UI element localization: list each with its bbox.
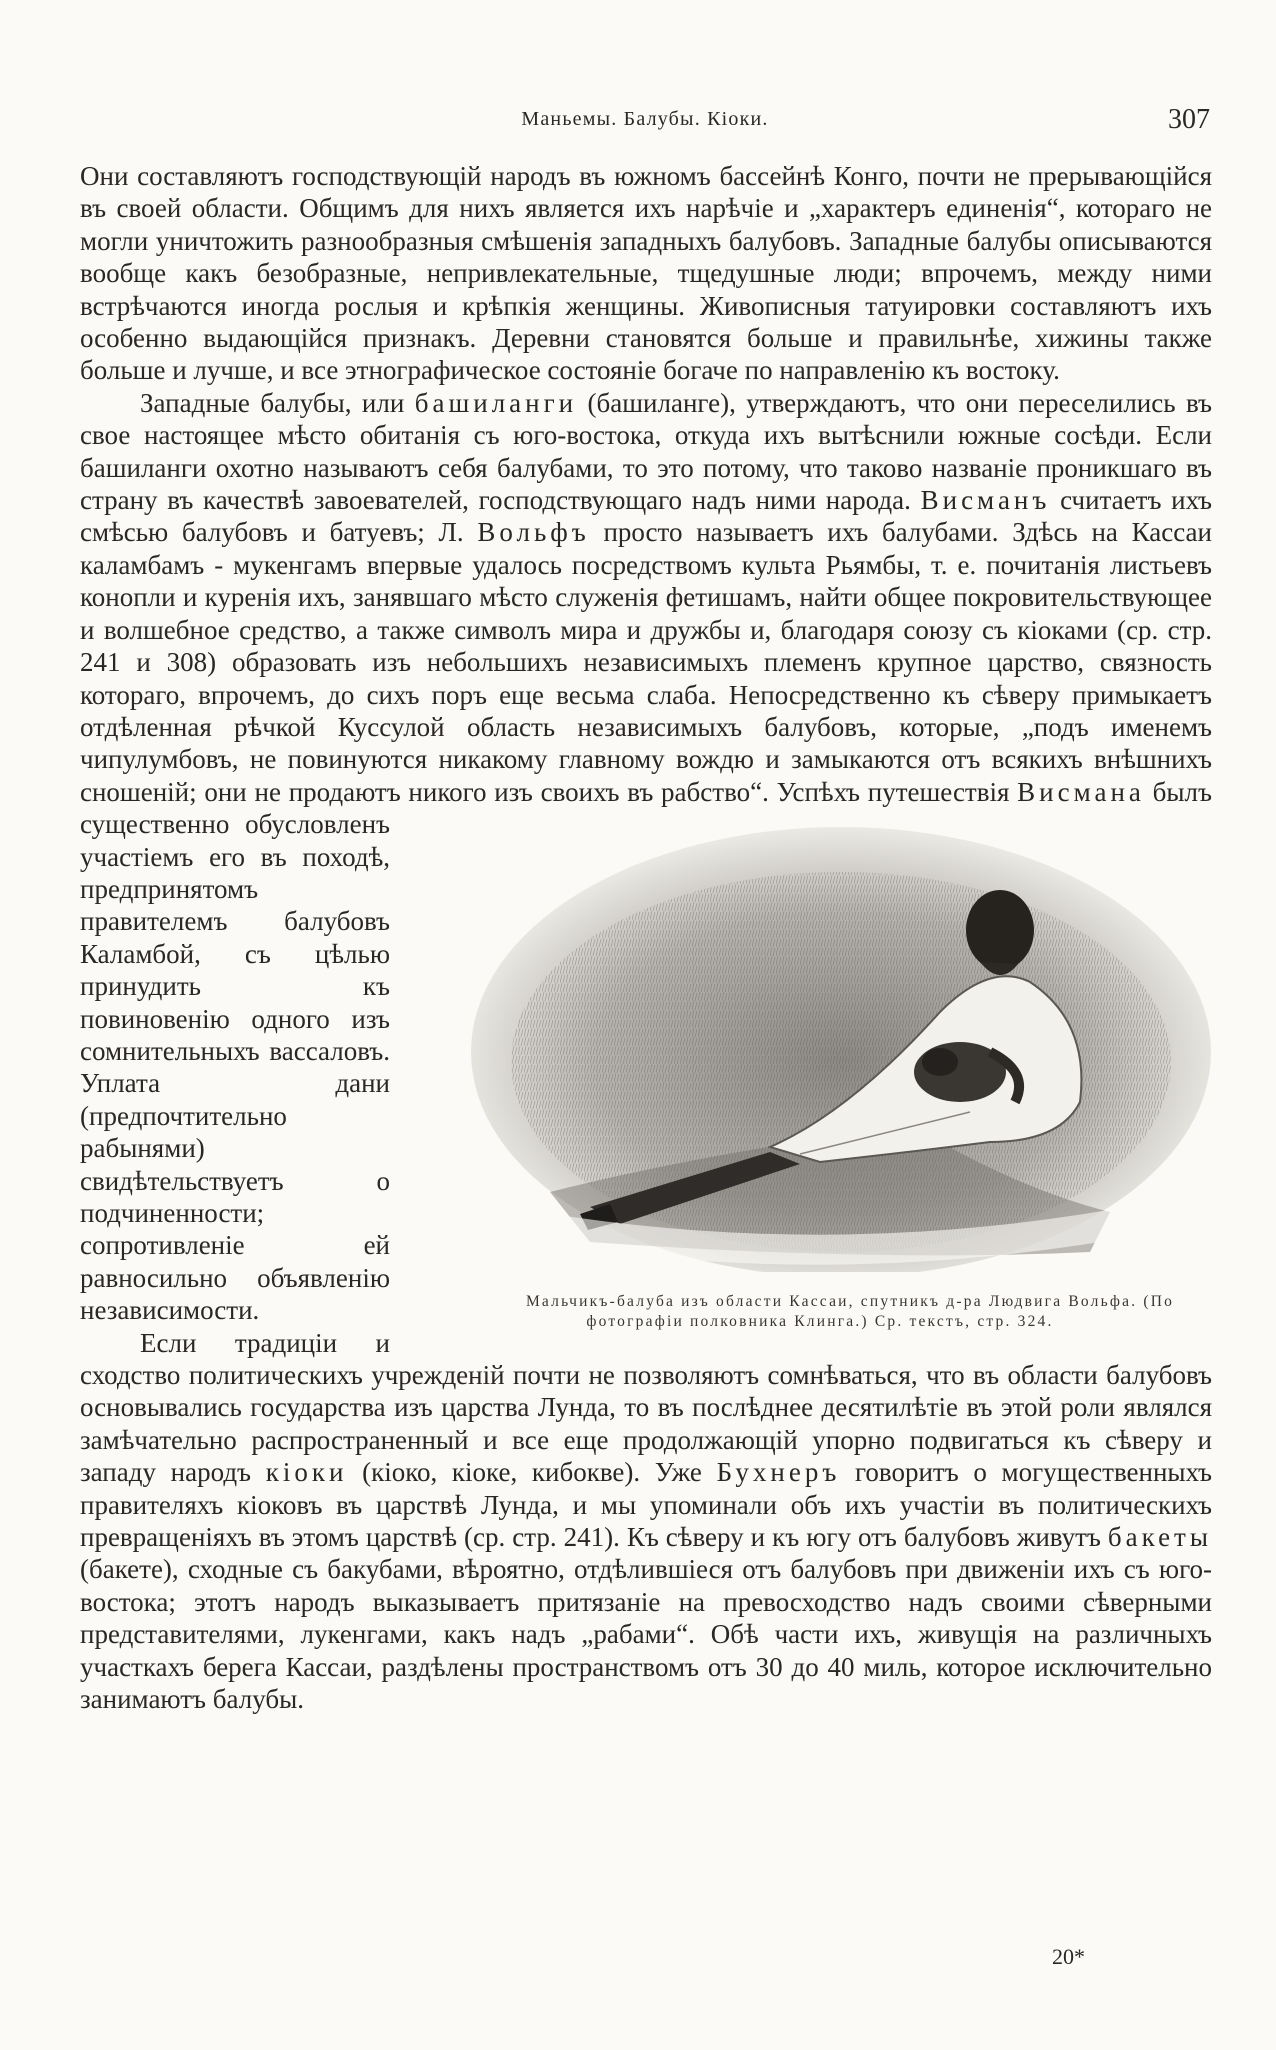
figure-caption: Мальчикъ-балуба изъ области Кассаи, спутникъ д-ра Людвига Вольфа. (По фотографіи полковника Клинга.) Ср. текстъ, стр. 324. (525, 1293, 1175, 1331)
page-number: 307 (1168, 104, 1210, 135)
text-run: Западные балубы, или (140, 387, 415, 418)
engraving-illustration (470, 812, 1212, 1272)
text-run: говоритъ о могущественныхъ правителяхъ кіоковъ въ царствѣ Лунда, и мы упоминали объ ихъ участіи въ политическихъ превращеніяхъ въ этомъ царствѣ (ср. стр. 241). Къ сѣверу и къ югу отъ балубовъ живутъ (80, 1457, 1212, 1553)
text-run: Висмана (1017, 776, 1145, 807)
text-run: (башиланге), утверждаютъ, что они переселились въ свое настоящее мѣсто обитанія съ юго-востока, откуда ихъ вытѣснили южные сосѣди. Если башиланги охотно называютъ себя балубами, то это потому, что таково названіе проникшаго въ страну въ качествѣ завоевателей, господствующаго надъ ними народа. (80, 387, 1212, 516)
paragraph-2 (80, 387, 1212, 1331)
text-run: былъ существенно обусловленъ участіемъ его въ походѣ, предпринятомъ правителемъ балубовъ Каламбой, съ цѣлью принудить къ повиновенію одного изъ сомнительныхъ вассаловъ. Уплата дани (предпочтительно рабынями) свидѣтельствуетъ о подчиненности; сопротивленіе ей равносильно объявленію независимости. (80, 776, 1212, 1326)
body-text (80, 160, 1212, 1716)
name-wissmann: Висманъ (920, 485, 1051, 516)
term-kioki: кіоки (265, 1457, 348, 1488)
term-bashilangi: башиланги (414, 387, 578, 418)
text-run: считаетъ ихъ смѣсью балубовъ и батуевъ; Л. (80, 485, 1212, 548)
running-head (80, 104, 1210, 136)
text-run: (бакете), сходные съ бакубами, вѣроятно, отдѣлившіеся отъ балубовъ при движеніи ихъ съ юго-востока; этотъ народъ выказываетъ притязаніе на превосходство надъ своими сѣверными представителями, лукенгами, какъ надъ „рабами“. Обѣ части ихъ, живущія на различныхъ участкахъ берега Кассаи, раздѣлены пространствомъ отъ 30 до 40 миль, которое исключительно занимаютъ балубы. (80, 1554, 1212, 1715)
signature-mark: 20* (1052, 1944, 1085, 1969)
term-bakety: бакеты (1107, 1522, 1212, 1553)
text-run: Если традиціи и сходство политическихъ учрежденій почти не позволяютъ сомнѣваться, что въ области балубовъ основывались государства изъ царства Лунда, то въ послѣднее десятилѣтіе въ этой роли являлся замѣчательно распространенный и все еще продолжающій упорно подвигаться къ сѣверу и западу народъ (80, 1327, 1212, 1488)
paragraph-1: Они составляютъ господствующій народъ въ южномъ бассейнѣ Конго, почти не прерывающійся въ своей области. Общимъ для нихъ является ихъ нарѣчіе и „характеръ единенія“, котораго не могли уничтожить разнообразныя смѣшенія западныхъ балубовъ. Западные балубы описываются вообще какъ безобразные, непривлекательные, тщедушные люди; впрочемъ, между ними встрѣчаются иногда рослыя и крѣпкія женщины. Живописныя татуировки составляютъ ихъ особенно выдающійся признакъ. Деревни становятся больше и правильнѣе, хижины также больше и лучше, и все этнографическое состояніе богаче по направленію къ востоку. (80, 161, 1212, 386)
text-run: (кіоко, кіоке, кибокве). Уже (347, 1457, 717, 1488)
text-run: просто называетъ ихъ балубами. Здѣсь на Кассаи каламбамъ - мукенгамъ впервые удалось посредствомъ культа Рьямбы, т. е. почитанія листьевъ конопли и куренія ихъ, занявшаго мѣсто служенія фетишамъ, найти общее покровительствующее и волшебное средство, а также символъ мира и дружбы и, благодаря союзу съ кіоками (ср. стр. 241 и 308) образовать изъ небольшихъ независимыхъ племенъ крупное царство, связность котораго, впрочемъ, до сихъ поръ еще весьма слаба. Непосредственно къ сѣверу примыкаетъ отдѣленная рѣчкой Куссулой область независимыхъ балубовъ, которые, „подъ именемъ чипулумбовъ, не повинуются никакому главному вождю и замыкаются отъ всякихъ внѣшнихъ сношеній; они не продаютъ никого изъ своихъ въ рабство“. Успѣхъ путешествія (80, 517, 1212, 807)
name-wolf: Вольфъ (477, 517, 590, 548)
paragraph-3 (80, 1327, 1212, 1716)
running-title: Маньемы. Балубы. Кіоки. (521, 108, 769, 130)
name-buchner: Бухнеръ (716, 1457, 841, 1488)
figure (412, 812, 1212, 1350)
